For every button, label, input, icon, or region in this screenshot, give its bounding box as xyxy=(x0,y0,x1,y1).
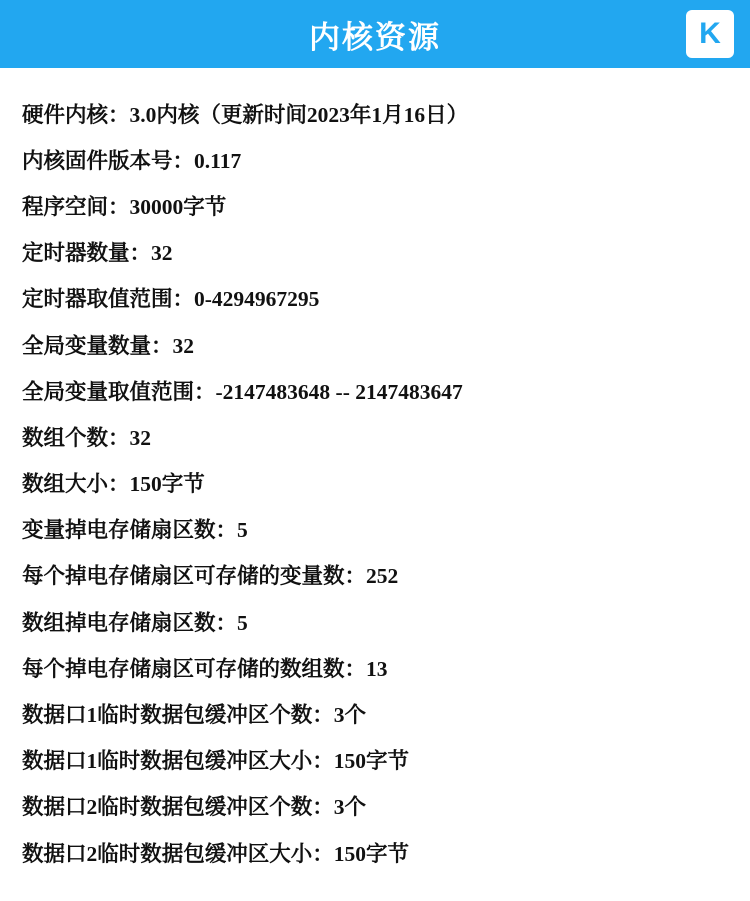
spec-text: 全局变量数量：32 xyxy=(22,333,195,358)
spec-text: 内核固件版本号：0.117 xyxy=(22,148,242,173)
page-header xyxy=(0,0,750,68)
spec-text: 数组个数：32 xyxy=(22,425,152,450)
list-item xyxy=(0,460,750,506)
spec-text: 硬件内核：3.0内核（更新时间2023年1月16日） xyxy=(22,102,469,127)
list-item xyxy=(0,321,750,367)
spec-text: 全局变量取值范围：-2147483648 -- 2147483647 xyxy=(22,379,463,404)
list-item xyxy=(0,644,750,690)
spec-text: 程序空间：30000字节 xyxy=(22,194,227,219)
list-item xyxy=(0,552,750,598)
list-item xyxy=(0,136,750,182)
list-item xyxy=(0,506,750,552)
list-item xyxy=(0,598,750,644)
list-item xyxy=(0,367,750,413)
spec-list xyxy=(0,68,750,875)
spec-text: 数据口2临时数据包缓冲区大小：150字节 xyxy=(22,841,410,866)
list-item xyxy=(0,737,750,783)
list-item xyxy=(0,413,750,459)
list-item xyxy=(0,90,750,136)
spec-text: 数据口2临时数据包缓冲区个数：3个 xyxy=(22,795,367,820)
spec-text: 定时器取值范围：0-4294967295 xyxy=(22,287,320,312)
page-title: 内核资源 xyxy=(309,19,441,55)
list-item xyxy=(0,229,750,275)
list-item xyxy=(0,690,750,736)
list-item xyxy=(0,829,750,875)
list-item xyxy=(0,182,750,228)
brand-logo-icon: K xyxy=(699,17,721,50)
spec-text: 变量掉电存储扇区数：5 xyxy=(22,518,248,543)
brand-logo xyxy=(686,10,734,58)
list-item xyxy=(0,783,750,829)
spec-text: 数组大小：150字节 xyxy=(22,472,205,497)
spec-text: 数据口1临时数据包缓冲区个数：3个 xyxy=(22,703,367,728)
spec-text: 数据口1临时数据包缓冲区大小：150字节 xyxy=(22,749,410,774)
list-item xyxy=(0,275,750,321)
spec-text: 数组掉电存储扇区数：5 xyxy=(22,610,248,635)
spec-text: 每个掉电存储扇区可存储的数组数：13 xyxy=(22,656,388,681)
spec-text: 定时器数量：32 xyxy=(22,241,173,266)
spec-text: 每个掉电存储扇区可存储的变量数：252 xyxy=(22,564,399,589)
